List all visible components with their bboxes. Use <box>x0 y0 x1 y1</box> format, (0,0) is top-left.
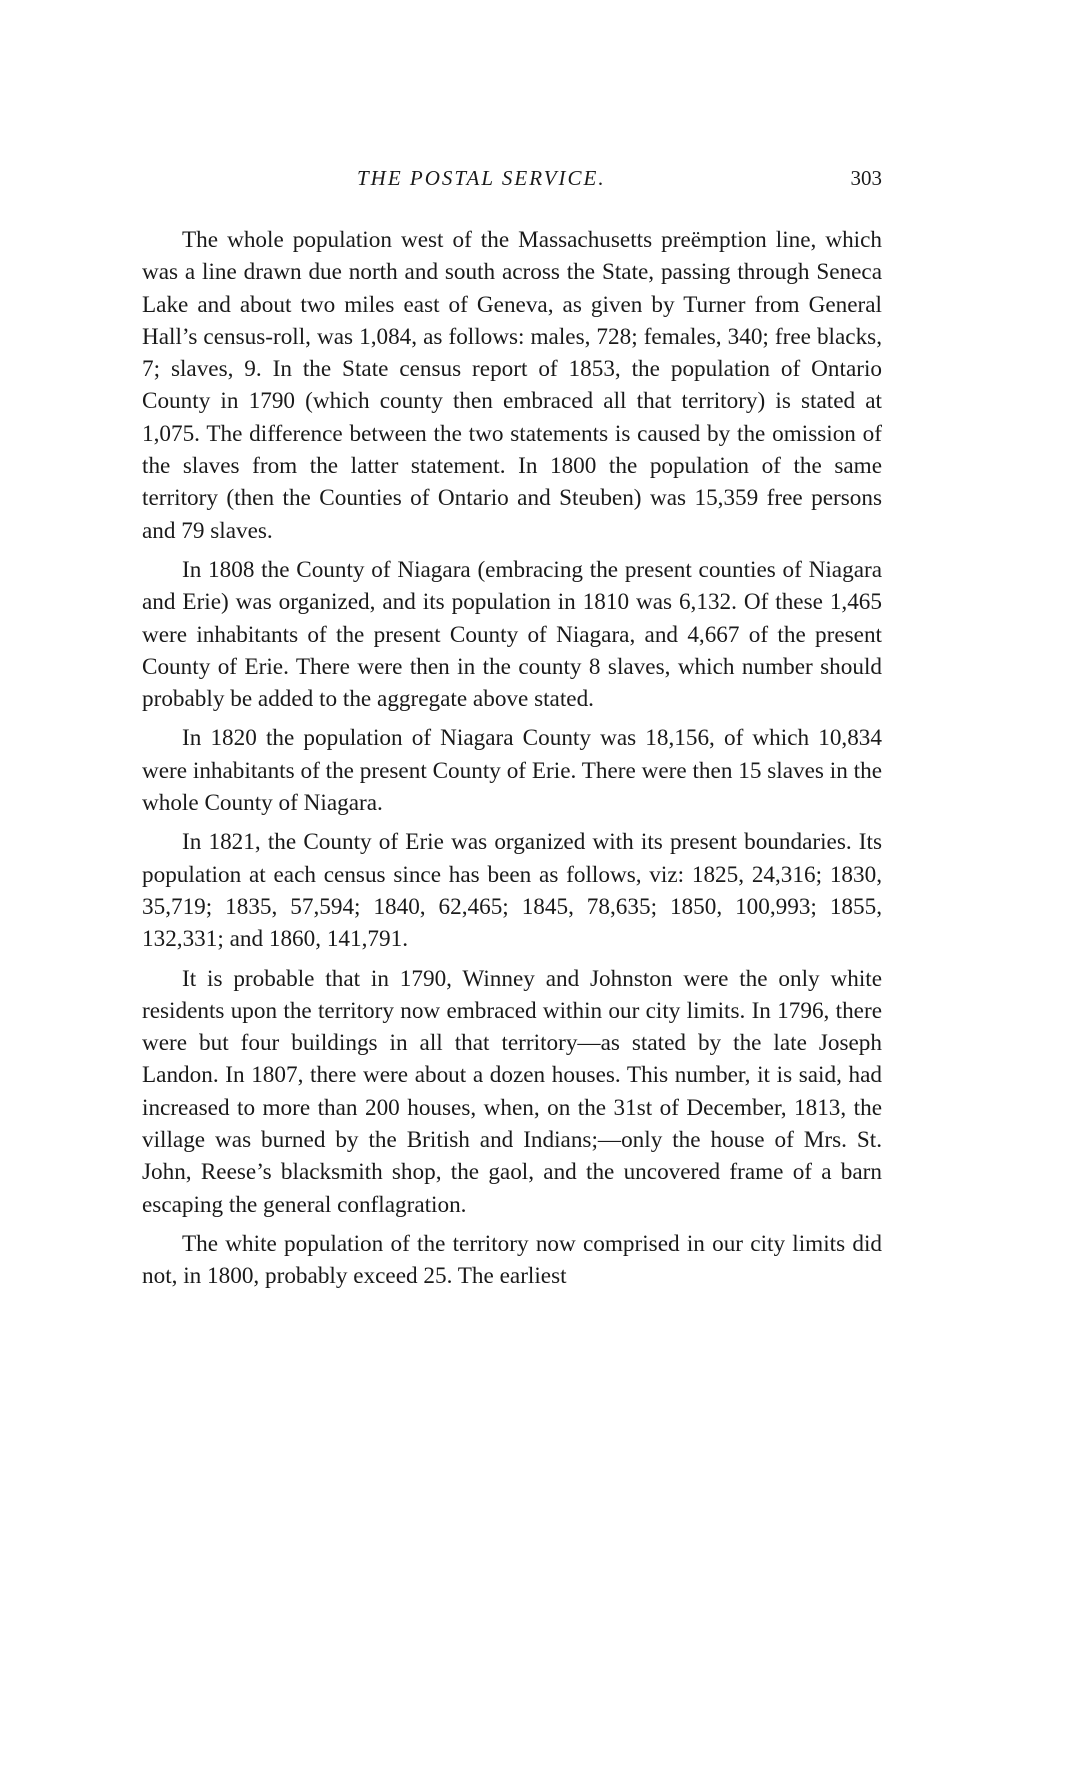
page-header <box>142 166 882 200</box>
paragraph-niagara-1820: In 1820 the population of Niagara County was 18,156, of which 10,834 were inhabitants of the present County of Erie. There were then 15 slaves in the whole County of Niagara. <box>142 725 882 817</box>
paragraph-white-population: The white population of the territory now comprised in our city limits did not, in 1800, probably exceed 25. The earliest <box>142 1230 882 1290</box>
body-text <box>142 224 882 1300</box>
paragraph-county-of-erie: In 1821, the County of Erie was organized with its present boundaries. Its population at each census since has been as follows, viz: 1825, 24,316; 1830, 35,719; 1835, 57,594; 1840, 62,465; 1845, 78,635; 1850, 100,993; 1855, 132,331; and 1860, 141,791. <box>142 829 882 953</box>
page-number: 303 <box>850 166 882 190</box>
paragraph-city-limits: It is probable that in 1790, Winney and Johnston were the only white residents upon the territory now embraced within our city limits. In 1796, there were but four buildings in all that territory—as stated by the late Joseph Landon. In 1807, there were about a dozen houses. This number, it is said, had increased to more than 200 houses, when, on the 31st of December, 1813, the village was burned by the British and Indians;—only the house of Mrs. St. John, Reese’s blacksmith shop, the gaol, and the uncovered frame of a barn escaping the general conflagration. <box>142 965 882 1218</box>
paragraph-population-preemption-line: The whole population west of the Massachusetts preëmption line, which was a line drawn due north and south across the State, passing through Seneca Lake and about two miles east of Geneva, as given by Turner from General Hall’s census-roll, was 1,084, as follows: males, 728; females, 340; free blacks, 7; slaves, 9. In the State census report of 1853, the population of Ontario County in 1790 (which county then embraced all that territory) is stated at 1,075. The difference between the two statements is caused by the omission of the slaves from the latter statement. In 1800 the population of the same territory (then the Counties of Ontario and Steuben) was 15,359 free persons and 79 slaves. <box>142 227 882 544</box>
running-title: THE POSTAL SERVICE. <box>357 166 606 190</box>
paragraph-county-of-niagara: In 1808 the County of Niagara (embracing the present counties of Niagara and Erie) was organized, and its population in 1810 was 6,132. Of these 1,465 were inhabitants of the present County of Niagara, and 4,667 of the present County of Erie. There were then in the county 8 slaves, which number should probably be added to the aggregate above stated. <box>142 556 882 713</box>
